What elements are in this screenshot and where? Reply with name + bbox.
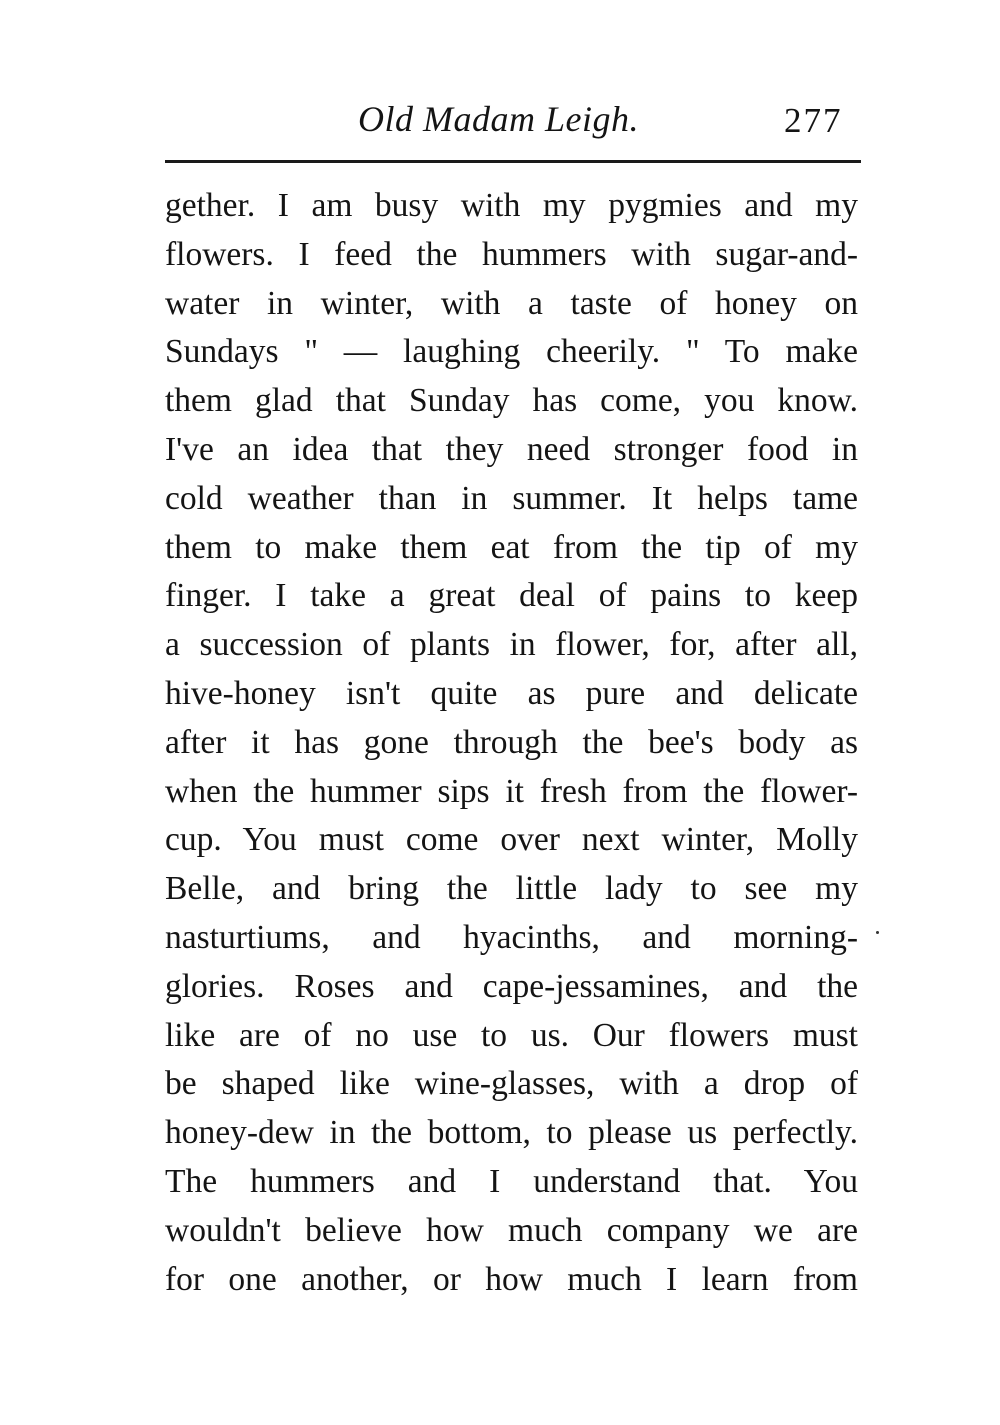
running-title: Old Madam Leigh. bbox=[358, 99, 639, 139]
text-line: after it has gone through the bee's body as bbox=[165, 723, 858, 761]
text-line: flowers. I feed the hummers with sugar-and- bbox=[165, 235, 858, 273]
text-line: I've an idea that they need stronger food in bbox=[165, 430, 858, 468]
text-line: like are of no use to us. Our flowers must bbox=[165, 1016, 858, 1054]
text-line: nasturtiums, and hyacinths, and morning- bbox=[165, 918, 858, 956]
text-line: for one another, or how much I learn from bbox=[165, 1260, 858, 1298]
page-number: 277 bbox=[784, 101, 843, 140]
body-text bbox=[165, 182, 858, 1304]
text-line: finger. I take a great deal of pains to keep bbox=[165, 577, 858, 615]
text-line: Sundays " — laughing cheerily. " To make bbox=[165, 333, 858, 371]
text-line: cold weather than in summer. It helps tame bbox=[165, 479, 858, 517]
text-line: them glad that Sunday has come, you know. bbox=[165, 382, 858, 420]
text-line: Belle, and bring the little lady to see my bbox=[165, 870, 858, 908]
text-line: a succession of plants in flower, for, after all, bbox=[165, 626, 858, 664]
text-line: water in winter, with a taste of honey on bbox=[165, 284, 858, 322]
header-rule bbox=[165, 160, 861, 163]
text-line: gether. I am busy with my pygmies and my bbox=[165, 187, 858, 224]
text-line: cup. You must come over next winter, Molly bbox=[165, 821, 858, 859]
text-line: The hummers and I understand that. You bbox=[165, 1162, 858, 1200]
print-speck bbox=[876, 931, 879, 934]
text-line: glories. Roses and cape-jessamines, and the bbox=[165, 967, 858, 1005]
text-line: them to make them eat from the tip of my bbox=[165, 528, 858, 566]
text-line: wouldn't believe how much company we are bbox=[165, 1211, 858, 1249]
text-line: when the hummer sips it fresh from the flower- bbox=[165, 772, 858, 810]
text-line: honey-dew in the bottom, to please us perfectly. bbox=[165, 1114, 858, 1152]
text-line: hive-honey isn't quite as pure and delicate bbox=[165, 674, 858, 712]
text-line: be shaped like wine-glasses, with a drop of bbox=[165, 1065, 858, 1103]
